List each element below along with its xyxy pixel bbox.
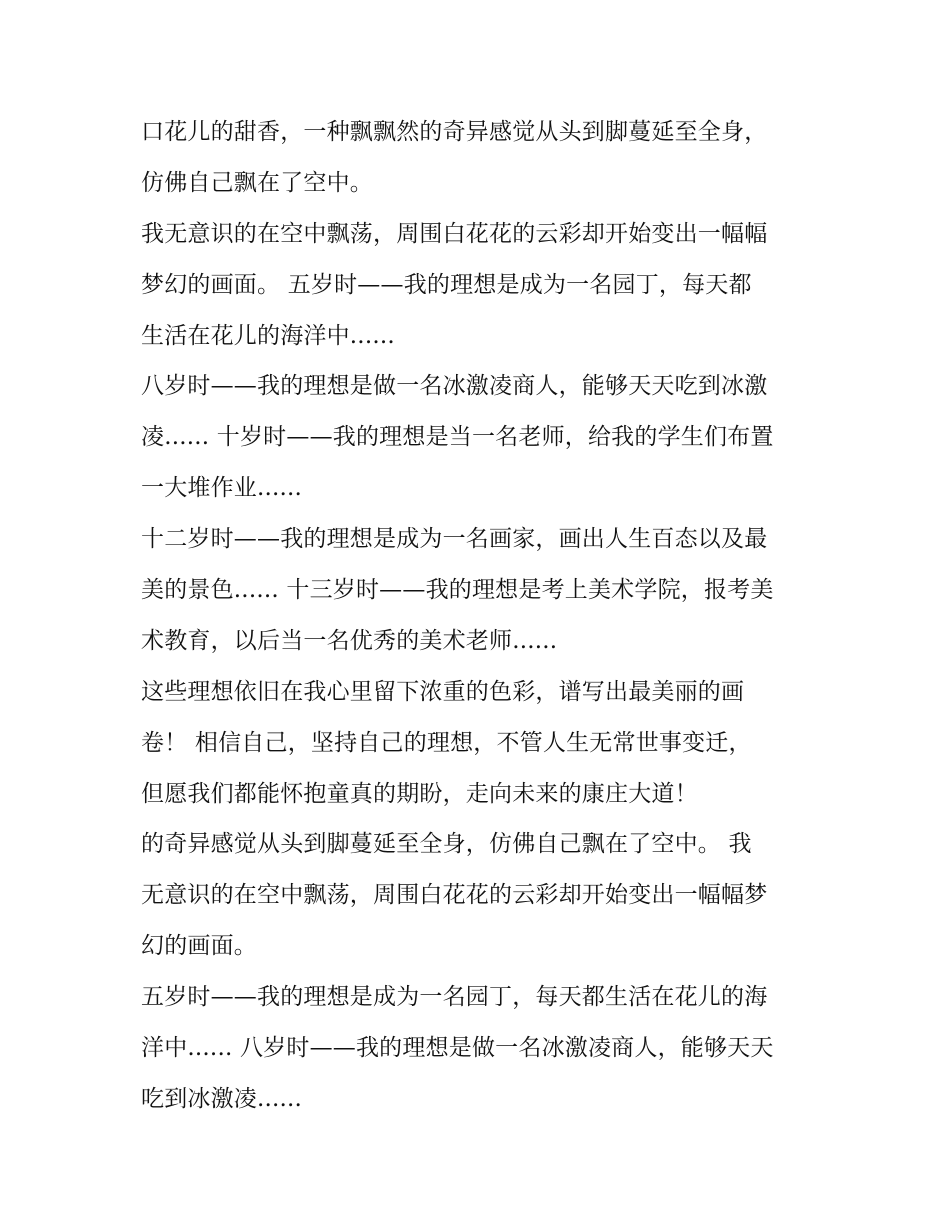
text-line: 这些理想依旧在我心里留下浓重的色彩，谱写出最美丽的画	[141, 678, 745, 705]
text-line: 五岁时——我的理想是成为一名园丁，每天都生活在花儿的海	[141, 984, 768, 1011]
text-line: 的奇异感觉从头到脚蔓延至全身，仿佛自己飘在了空中。 我	[141, 831, 752, 858]
text-line: 幻的画面。	[141, 933, 257, 960]
text-line: 洋中...... 八岁时——我的理想是做一名冰激凌商人，能够天天	[141, 1035, 774, 1062]
text-line: 吃到冰激凌......	[141, 1085, 303, 1112]
text-line: 仿佛自己飘在了空中。	[141, 169, 373, 196]
text-line: 八岁时——我的理想是做一名冰激凌商人，能够天天吃到冰激	[141, 373, 768, 400]
text-line: 梦幻的画面。 五岁时——我的理想是成为一名园丁，每天都	[141, 271, 752, 298]
text-line: 无意识的在空中飘荡，周围白花花的云彩却开始变出一幅幅梦	[141, 882, 768, 909]
text-line: 我无意识的在空中飘荡，周围白花花的云彩却开始变出一幅幅	[141, 220, 768, 247]
text-line: 一大堆作业......	[141, 475, 303, 502]
text-line: 生活在花儿的海洋中......	[141, 322, 395, 349]
text-line: 十二岁时——我的理想是成为一名画家，画出人生百态以及最	[141, 526, 768, 553]
text-line: 口花儿的甜香，一种飘飘然的奇异感觉从头到脚蔓延至全身，	[141, 119, 768, 145]
text-line: 术教育，以后当一名优秀的美术老师......	[141, 627, 558, 654]
text-line: 凌...... 十岁时——我的理想是当一名老师，给我的学生们布置	[141, 424, 774, 451]
text-line: 但愿我们都能怀抱童真的期盼，走向未来的康庄大道！	[141, 780, 698, 807]
document-body	[141, 107, 821, 1125]
text-line: 美的景色...... 十三岁时——我的理想是考上美术学院，报考美	[141, 577, 774, 604]
text-line: 卷！ 相信自己，坚持自己的理想，不管人生无常世事变迁，	[141, 729, 752, 756]
